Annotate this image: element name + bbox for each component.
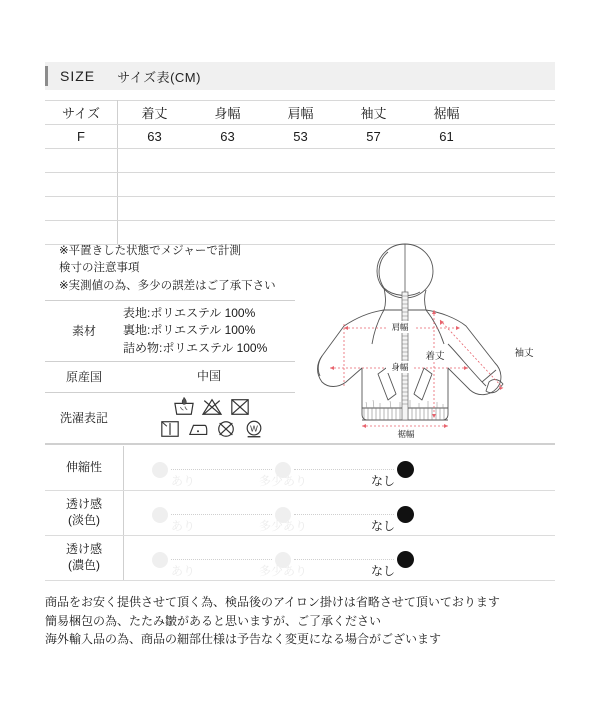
cell-sleeve: 57: [337, 125, 410, 149]
measurement-note-3: ※実測値の為、多少の誤差はご了承下さい: [59, 279, 276, 292]
cell-empty: [337, 197, 410, 221]
size-header-jp: サイズ表(CM): [117, 69, 201, 85]
section-divider: [45, 443, 555, 445]
cell-empty: [45, 221, 118, 245]
table-row: [45, 125, 555, 149]
right-sleeve-seam: [448, 344, 486, 386]
material-filling: 詰め物:ポリエステル 100%: [123, 340, 268, 355]
cell-empty: [45, 173, 118, 197]
spec-row-origin: [45, 362, 295, 393]
table-header-row: [45, 101, 555, 125]
attribute-label-line1: 透け感: [65, 497, 102, 512]
cell-empty: [45, 149, 118, 173]
left-cuff: [318, 356, 322, 376]
attribute-scale-stretch: [124, 446, 555, 490]
scale-connector: [171, 469, 272, 470]
no-dry-clean-icon: [215, 419, 237, 439]
spec-value-material: [123, 305, 295, 357]
right-shoulder-seam: [426, 310, 444, 344]
svg-text:W: W: [250, 424, 258, 434]
scale-labels: [152, 517, 414, 534]
scale-label-tashou-ari: 多少あり: [258, 519, 307, 533]
hood-inner: [379, 252, 420, 295]
table-row-empty: [45, 149, 555, 173]
care-symbol-row-top: [173, 397, 251, 417]
cell-empty: [264, 149, 337, 173]
cell-empty: [410, 197, 483, 221]
no-bleach-icon: [201, 397, 223, 417]
measurement-notes: [45, 242, 295, 301]
size-table-body: [45, 101, 555, 245]
scale-label-tashou-ari: 多少あり: [258, 474, 307, 488]
cell-empty: [264, 173, 337, 197]
drip-dry-in-shade-icon: [159, 419, 181, 439]
cell-empty: [118, 149, 192, 173]
footer-note-1: 商品をお安く提供させて頂く為、検品後のアイロン掛けは省略させて頂いております: [45, 595, 500, 609]
spec-row-care: [45, 393, 295, 444]
size-header-bar: [45, 62, 555, 90]
care-symbol-row-bottom: [159, 419, 265, 439]
measurement-note-1: ※平置きした状態でメジャーで計測: [59, 245, 241, 257]
right-cuff-line: [482, 370, 496, 382]
spec-list: [45, 242, 295, 444]
cell-length: 63: [118, 125, 192, 149]
label-length: 着丈: [425, 351, 445, 362]
scale-label-nashi: なし: [370, 474, 395, 488]
scale-label-tashou-ari: 多少あり: [258, 564, 307, 578]
cell-empty: [337, 149, 410, 173]
footer-note-2: 簡易梱包の為、たたみ皺があると思いますが、ご了承ください: [45, 613, 382, 628]
cell-empty: [45, 197, 118, 221]
footer-note-3: 海外輸入品の為、商品の細部仕様は予告なく変更になる場合がございます: [45, 632, 442, 647]
attribute-label-line1: 伸縮性: [65, 460, 102, 475]
column-header-hem: 裾幅: [410, 101, 483, 125]
column-header-spacer: [483, 101, 555, 125]
table-row-empty: [45, 197, 555, 221]
cell-empty: [410, 173, 483, 197]
spec-value-origin: 中国: [196, 369, 221, 384]
measurement-guides: [330, 310, 503, 426]
scale-connector: [294, 514, 395, 515]
cell-empty: [191, 221, 264, 245]
cell-hem: 61: [410, 125, 483, 149]
attribute-label-line1: 透け感: [65, 542, 102, 557]
spec-label-care: 洗濯表記: [59, 410, 108, 425]
measurement-note-2: 検寸の注意事項: [59, 262, 140, 275]
cell-empty: [191, 197, 264, 221]
care-symbol-group: [123, 397, 295, 439]
attribute-scale-sheer-dark: [124, 536, 555, 580]
attribute-scale-sheer-light: [124, 491, 555, 535]
jacket-illustration-svg: [300, 236, 570, 441]
cell-empty: [337, 173, 410, 197]
cell-empty: [118, 221, 192, 245]
spec-label-material: 素材: [71, 323, 96, 338]
cell-empty: [118, 173, 192, 197]
label-hem: 裾幅: [397, 429, 415, 439]
scale-connector: [294, 559, 395, 560]
right-pocket: [414, 368, 432, 400]
scale-connector: [171, 559, 272, 560]
column-header-shoulder: 肩幅: [264, 101, 337, 125]
attribute-label-sheer-light: [45, 491, 124, 535]
material-shell: 表地:ポリエステル 100%: [123, 305, 256, 320]
cell-spacer: [483, 125, 555, 149]
column-header-chest: 身幅: [191, 101, 264, 125]
label-chest: 身幅: [391, 362, 409, 372]
wet-clean-icon: [243, 419, 265, 439]
column-header-size: サイズ: [45, 101, 118, 125]
cell-empty: [191, 149, 264, 173]
scale-label-nashi: なし: [370, 564, 395, 578]
cell-empty: [410, 149, 483, 173]
header-accent-bar: [45, 66, 48, 86]
scale-label-nashi: なし: [370, 519, 395, 533]
scale-connector: [171, 514, 272, 515]
cell-empty: [483, 197, 555, 221]
attribute-label-stretch: [45, 446, 124, 490]
attribute-row-sheer-dark: [45, 536, 555, 581]
spec-row-material: [45, 301, 295, 362]
size-header-en: SIZE: [60, 68, 96, 84]
scale-label-ari: あり: [170, 564, 195, 578]
cell-chest: 63: [191, 125, 264, 149]
material-lining: 裏地:ポリエステル 100%: [123, 323, 256, 338]
cell-empty: [118, 197, 192, 221]
footer-notes: [45, 593, 555, 649]
cell-shoulder: 53: [264, 125, 337, 149]
hand-wash-tub-icon: [173, 397, 195, 417]
jacket-diagram: [300, 236, 570, 441]
attribute-label-sheer-dark: [45, 536, 124, 580]
attribute-row-stretch: [45, 446, 555, 491]
label-shoulder: 肩幅: [391, 322, 409, 332]
cell-empty: [191, 173, 264, 197]
attribute-list: [45, 446, 555, 581]
cell-empty: [483, 149, 555, 173]
scale-label-ari: あり: [170, 519, 195, 533]
table-row-empty: [45, 173, 555, 197]
scale-labels: [152, 562, 414, 579]
column-header-sleeve: 袖丈: [337, 101, 410, 125]
cell-size-f: F: [45, 125, 118, 149]
label-sleeve: 袖丈: [514, 348, 534, 359]
no-tumble-dry-icon: [229, 397, 251, 417]
left-shoulder-seam: [372, 310, 384, 344]
attribute-row-sheer-light: [45, 491, 555, 536]
scale-labels: [152, 472, 414, 489]
attribute-label-line2: (淡色): [68, 513, 100, 527]
spec-label-origin: 原産国: [65, 369, 102, 384]
scale-connector: [294, 469, 395, 470]
cell-empty: [483, 173, 555, 197]
size-table: [45, 100, 555, 245]
scale-label-ari: あり: [170, 474, 195, 488]
attribute-label-line2: (濃色): [68, 558, 100, 572]
iron-low-heat-icon: [187, 419, 209, 439]
diagram-labels: [386, 321, 540, 440]
cell-empty: [264, 197, 337, 221]
column-header-length: 着丈: [118, 101, 192, 125]
